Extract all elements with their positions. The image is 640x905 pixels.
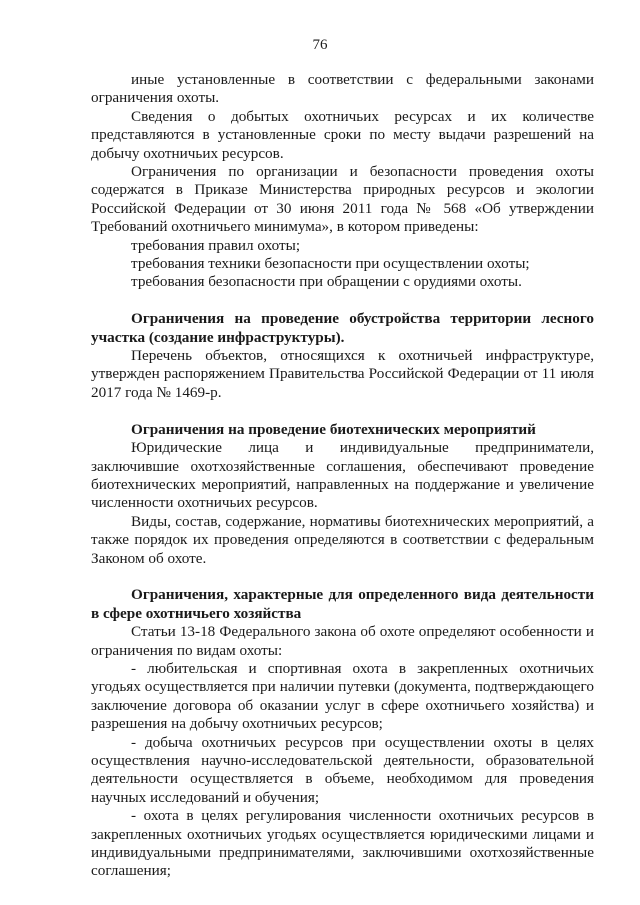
paragraph: - добыча охотничьих ресурсов при осуществлении охоты в целях осуществления научно-исследовательской деятельности, образовательной деятельности осуществляется в объеме, необходимом для проведения научных исследований и обучения; <box>91 733 594 806</box>
paragraph: Виды, состав, содержание, нормативы биотехнических мероприятий, а также порядок их проведения определяются в соответствии с федеральным Законом об охоте. <box>91 512 594 567</box>
paragraph: иные установленные в соответствии с федеральными законами ограничения охоты. <box>91 71 594 107</box>
section-heading: Ограничения, характерные для определенного вида деятельности в сфере охотничьего хозяйства <box>91 586 594 622</box>
paragraph: Ограничения по организации и безопасности проведения охоты содержатся в Приказе Министерства природных ресурсов и экологии Российской Федерации от 30 июня 2011 года № 568 «Об утверждении Требований охотничьего минимума», в котором приведены: <box>91 163 594 236</box>
paragraph: - любительская и спортивная охота в закрепленных охотничьих угодьях осуществляется при наличии путевки (документа, подтверждающего заключение договора об оказании услуг в сфере охотничьего хозяйства) и разрешения на добычу охотничьих ресурсов; <box>91 659 594 733</box>
section-heading: Ограничения на проведение обустройства территории лесного участка (создание инфраструктуры). <box>91 310 594 346</box>
paragraph: Сведения о добытых охотничьих ресурсах и их количестве представляются в установленные сроки по месту выдачи разрешений на добычу охотничьих ресурсов. <box>91 107 594 162</box>
paragraph: Перечень объектов, относящихся к охотничьей инфраструктуре, утвержден распоряжением Правительства Российской Федерации от 11 июля 2017 года № 1469-р. <box>91 347 594 401</box>
list-item: требования правил охоты; <box>131 236 301 254</box>
list-item: требования безопасности при обращении с орудиями охоты. <box>131 273 522 291</box>
list-item: требования техники безопасности при осуществлении охоты; <box>131 255 530 273</box>
paragraph: Юридические лица и индивидуальные предприниматели, заключившие охотхозяйственные соглашения, обеспечивают проведение биотехнических мероприятий, направленных на поддержание и увеличение численности охотничьих ресурсов. <box>91 439 594 512</box>
paragraph: Статьи 13-18 Федерального закона об охоте определяют особенности и ограничения по видам охоты: <box>91 623 594 659</box>
page-number: 76 <box>312 37 328 53</box>
page-content <box>91 71 594 881</box>
section-heading: Ограничения на проведение биотехнических мероприятий <box>131 420 536 438</box>
paragraph: - охота в целях регулирования численности охотничьих ресурсов в закрепленных охотничьих угодьях осуществляется юридическими лицами и индивидуальными предпринимателями, заключившими охотхозяйственные соглашения; <box>91 807 594 880</box>
